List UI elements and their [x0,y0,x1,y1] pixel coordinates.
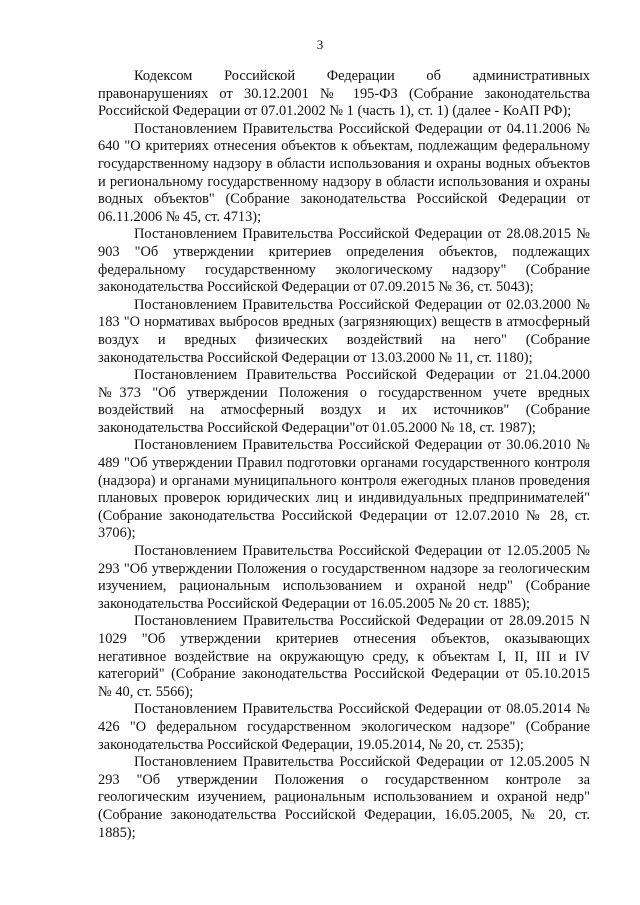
paragraph-resolution-426: Постановлением Правительства Российской Федерации от 08.05.2014 № 426 "О федеральном государственном экологическом надзоре" (Собрание законодательства Российской Федерации, 19.05.2014, № 20, ст. 2535); [98,701,590,753]
paragraph-koap: Кодексом Российской Федерации об административных правонарушениях от 30.12.2001 № 195-ФЗ (Собрание законодательства Российской Федерации от 07.01.2002 № 1 (часть 1), ст. 1) (далее - КоАП РФ); [98,68,590,120]
paragraph-resolution-373: Постановлением Правительства Российской Федерации от 21.04.2000 №373 "Об утверждении Положения о государственном учете вредных воздействий на атмосферный воздух и их источников" (Собрание законодательства Российской Федерации"от 01.05.2000 № 18, ст. 1987); [98,367,590,436]
paragraph-resolution-640: Постановлением Правительства Российской Федерации от 04.11.2006 № 640 "О критериях отнесения объектов к объектам, подлежащим федеральному государственному надзору в области использования и охраны водных объектов и региональному государственному надзору в области использования и охраны водных объектов" (Собрание законодательства Российской Федерации от 06.11.2006 № 45, ст. 4713); [98,120,590,225]
paragraph-resolution-1029: Постановлением Правительства Российской Федерации от 28.09.2015 N 1029 "Об утверждении критериев отнесения объектов, оказывающих негативное воздействие на окружающую среду, к объектам I, II, III и IV категорий" (Собрание законодательства Российской Федерации от 05.10.2015 № 40, ст. 5566); [98,613,590,700]
paragraph-resolution-489: Постановлением Правительства Российской Федерации от 30.06.2010 № 489 "Об утверждении Правил подготовки органами государственного контроля (надзора) и органами муниципального контроля ежегодных планов проведения плановых проверок юридических лиц и индивидуальных предпринимателей" (Собрание законодательства Российской Федерации от 12.07.2010 № 28, ст. 3706); [98,437,590,542]
document-body [98,68,590,842]
paragraph-resolution-183: Постановлением Правительства Российской Федерации от 02.03.2000 № 183 "О нормативах выбросов вредных (загрязняющих) веществ в атмосферный воздух и вредных физических воздействий на него" (Собрание законодательства Российской Федерации от 13.03.2000 № 11, ст. 1180); [98,296,590,366]
paragraph-resolution-293-nadzor: Постановлением Правительства Российской Федерации от 12.05.2005 № 293 "Об утверждении Положения о государственном надзоре за геологическим изучением, рациональным использованием и охраной недр" (Собрание законодательства Российской Федерации от 16.05.2005 № 20 ст. 1885); [98,543,590,612]
page-number: 3 [316,37,324,52]
paragraph-resolution-293-kontrol: Постановлением Правительства Российской Федерации от 12.05.2005 N 293 "Об утверждении Положения о государственном контроле за геологическим изучением, рациональным использованием и охраной недр" (Собрание законодательства Российской Федерации, 16.05.2005, № 20, ст. 1885); [98,754,590,841]
paragraph-resolution-903: Постановлением Правительства Российской Федерации от 28.08.2015 № 903 "Об утверждении критериев определения объектов, подлежащих федеральному государственному экологическому надзору" (Собрание законодательства Российской Федерации от 07.09.2015 № 36, ст. 5043); [98,226,590,296]
